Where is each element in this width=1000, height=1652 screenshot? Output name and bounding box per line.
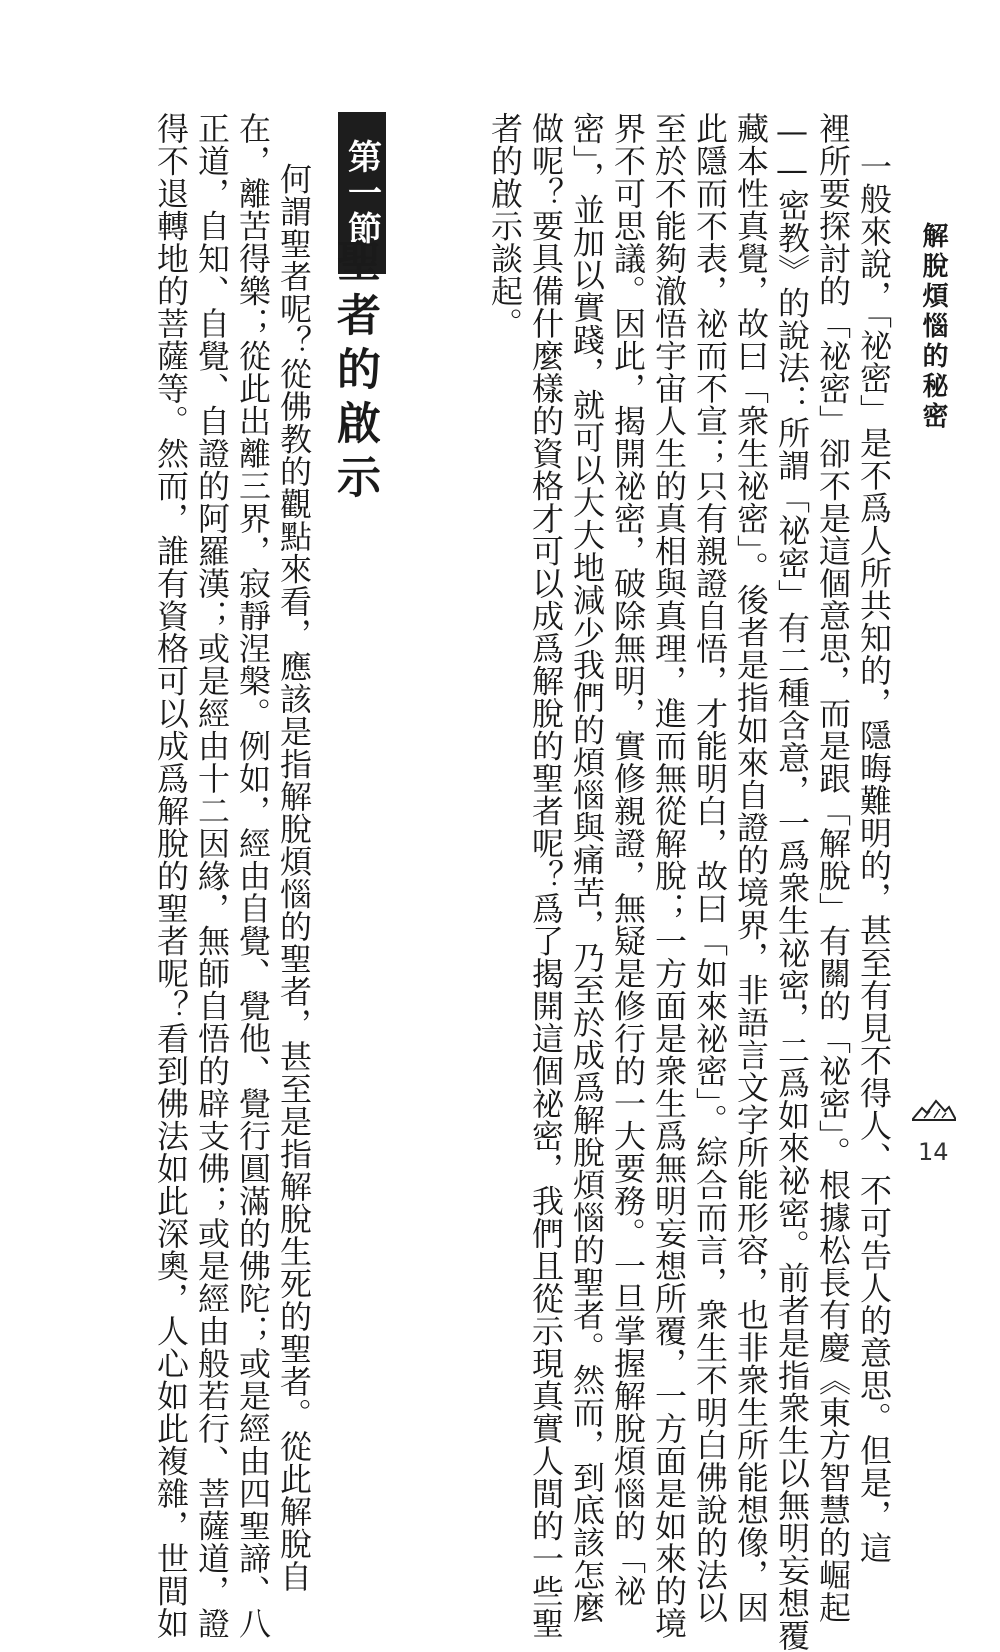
body-line: ——密教》的說法：所謂「祕密」有二種含意，一爲衆生祕密，二爲如來祕密。前者是指衆生以無明妄想覆 xyxy=(773,112,811,1652)
section-number-label: 第一節 xyxy=(338,112,386,274)
section-line: 在，離苦得樂；從此出離三界，寂靜涅槃。例如，經由自覺、覺他、覺行圓滿的佛陀；或是經由四聖諦、八 xyxy=(234,112,272,1640)
body-line: 藏本性真覺，故曰「衆生祕密」。後者是指如來自證的境界，非語言文字所能形容，也非衆生所能想像，因 xyxy=(732,112,770,1624)
body-line: 者的啟示談起。 xyxy=(486,112,524,340)
page-number: 14 xyxy=(918,1138,949,1166)
section-line: 得不退轉地的菩薩等。然而，誰有資格可以成爲解脫的聖者呢？看到佛法如此深奧，人心如此複雜，世間如 xyxy=(152,112,190,1640)
body-line: 此隱而不表，祕而不宣；只有親證自悟，才能明白，故曰「如來祕密」。綜合而言，衆生不明白佛說的法以 xyxy=(691,112,729,1624)
body-line: 一般來說，「祕密」是不爲人所共知的，隱晦難明的，甚至有見不得人、不可告人的意思。但是，這 xyxy=(855,150,893,1564)
body-line: 裡所要探討的「祕密」卻不是這個意思，而是跟「解脫」有關的「祕密」。根據松長有慶《東方智慧的崛起 xyxy=(814,112,852,1624)
body-line: 密」，並加以實踐，就可以大大地減少我們的煩惱與痛苦，乃至於成爲解脫煩惱的聖者。然而，到底該怎麼 xyxy=(568,112,606,1624)
book-title: 解脫煩惱的秘密 xyxy=(918,222,948,432)
section-title: 聖者的啟示 xyxy=(329,238,380,508)
body-line: 至於不能夠澈悟宇宙人生的真相與真理，進而無從解脫；一方面是衆生爲無明妄想所覆，一方面是如來的境 xyxy=(650,112,688,1640)
body-line: 界不可思議。因此，揭開祕密，破除無明，實修親證，無疑是修行的一大要務。一旦掌握解脫煩惱的「祕 xyxy=(609,112,647,1607)
section-line: 正道，自知、自覺、自證的阿羅漢；或是經由十二因緣，無師自悟的辟支佛；或是經由般若行、菩薩道，證 xyxy=(193,112,231,1640)
mountain-icon xyxy=(912,1098,956,1122)
section-line: 何謂聖者呢？從佛教的觀點來看，應該是指解脫煩惱的聖者，甚至是指解脫生死的聖者。從此解脫自 xyxy=(275,130,313,1593)
body-line: 做呢？要具備什麼樣的資格才可以成爲解脫的聖者呢？爲了揭開這個祕密，我們且從示現真實人間的一些聖 xyxy=(527,112,565,1640)
